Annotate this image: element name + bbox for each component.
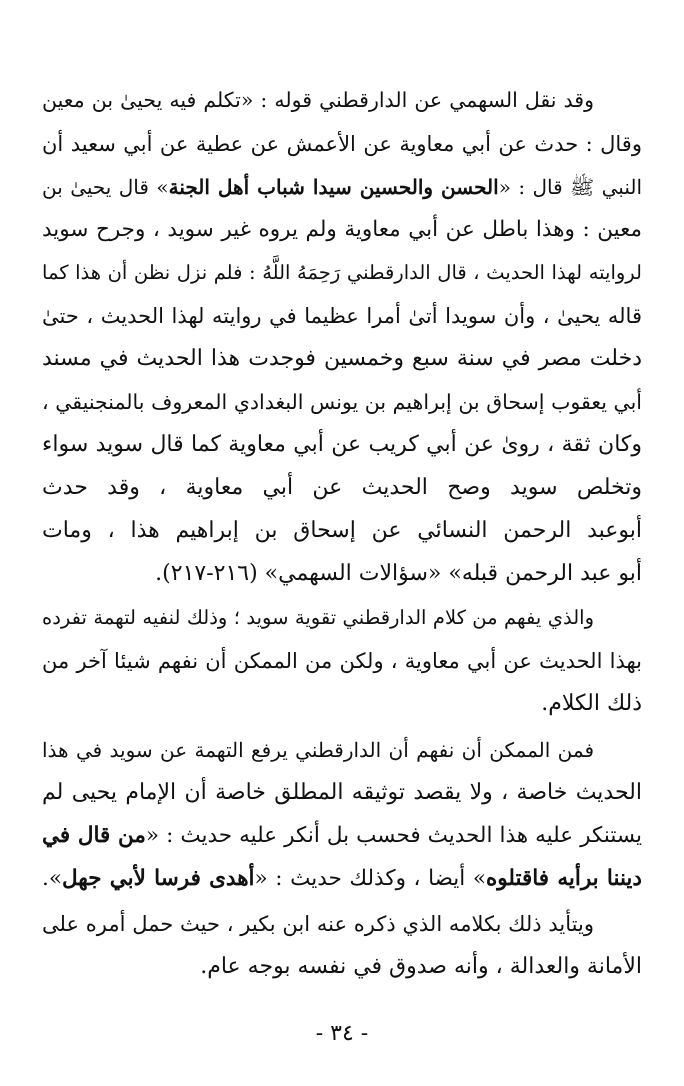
text-line bbox=[42, 598, 594, 638]
text-segment: وقد نقل السهمي عن الدارقطني قوله : «تكلم فيه يحيىٰ بن معين bbox=[42, 88, 594, 112]
text-line bbox=[42, 554, 642, 594]
text-segment: وكان ثقة ، روىٰ عن أبي كريب عن أبي معاوية كما قال سويد سواء bbox=[42, 432, 642, 457]
text-line bbox=[42, 468, 642, 508]
text-line bbox=[42, 80, 594, 120]
text-line bbox=[42, 253, 642, 293]
text-segment: وقال : حدث عن أبي معاوية عن الأعمش عن عطية عن أبي سعيد أن bbox=[42, 132, 642, 156]
text-segment: الحديث خاصة ، ولا يقصد توثيقه المطلق خاصة أن الإمام يحيى لم bbox=[42, 780, 642, 805]
text-segment: النبي ﷺ قال : « bbox=[498, 175, 643, 199]
page-number: - ٣٤ - bbox=[315, 1021, 369, 1046]
text-segment: والذي يفهم من كلام الدارقطني تقوية سويد ؛ وذلك لنفيه لتهمة تفرده bbox=[42, 606, 594, 629]
text-segment: فمن الممكن أن نفهم أن الدارقطني يرفع التهمة عن سويد في هذا bbox=[42, 738, 594, 762]
text-segment: أبوعبد الرحمن النسائي عن إسحاق بن إبراهيم هذا ، ومات bbox=[42, 518, 642, 543]
text-line bbox=[42, 382, 642, 422]
text-line bbox=[42, 167, 642, 207]
text-segment: » أيضا ، وكذلك حديث : « bbox=[254, 866, 486, 891]
bold-quote-text: الحسن والحسين سيدا شباب أهل الجنة bbox=[168, 175, 499, 199]
text-line bbox=[42, 511, 642, 551]
text-segment: ويتأيد ذلك بكلامه الذي ذكره عنه ابن بكير ، حيث حمل أمره على bbox=[42, 912, 594, 936]
text-segment: أبو عبد الرحمن قبله» «سؤالات السهمي» (٢١٦-٢١٧). bbox=[155, 561, 642, 586]
text-line bbox=[42, 124, 642, 164]
text-line bbox=[42, 773, 642, 813]
text-segment: لروايته لهذا الحديث ، قال الدارقطني رَحِمَهُ اللَّهُ : فلم نزل نظن أن هذا كما bbox=[42, 261, 642, 284]
text-line bbox=[42, 904, 594, 944]
text-line bbox=[42, 730, 594, 770]
text-line bbox=[42, 339, 642, 379]
text-line bbox=[42, 210, 642, 250]
text-segment: بهذا الحديث عن أبي معاوية ، ولكن من الممكن أن نفهم شيئا آخر من bbox=[42, 649, 642, 673]
text-line bbox=[42, 859, 642, 899]
text-line bbox=[42, 296, 642, 336]
text-segment: ». bbox=[42, 866, 62, 891]
text-segment: أبي يعقوب إسحاق بن إبراهيم بن يونس البغدادي المعروف بالمنجنيقي ، bbox=[42, 390, 642, 414]
text-line bbox=[42, 425, 642, 465]
text-segment: قاله يحيىٰ ، وأن سويدا أتىٰ أمرا عظيما في روايته لهذا الحديث ، حتىٰ bbox=[42, 304, 642, 328]
text-line bbox=[42, 947, 642, 987]
text-line bbox=[42, 684, 642, 724]
bold-quote-text: أهدى فرسا لأبي جهل bbox=[62, 866, 255, 891]
text-segment: وتخلص سويد وصح الحديث عن أبي معاوية ، وقد حدث bbox=[42, 475, 642, 500]
text-segment: الأمانة والعدالة ، وأنه صدوق في نفسه بوجه عام. bbox=[200, 954, 642, 979]
text-line bbox=[42, 816, 642, 856]
bold-quote-text: من قال في bbox=[42, 823, 146, 848]
text-segment: » قال يحيىٰ بن bbox=[42, 175, 169, 199]
text-segment: معين : وهذا باطل عن أبي معاوية ولم يروه غير سويد ، وجرح سويد bbox=[42, 217, 642, 242]
text-segment: دخلت مصر في سنة سبع وخمسين فوجدت هذا الحديث في مسند bbox=[42, 346, 642, 371]
text-segment: يستنكر عليه هذا الحديث فحسب بل أنكر عليه حديث : « bbox=[145, 823, 642, 848]
text-line bbox=[42, 641, 642, 681]
bold-quote-text: ديننا برأيه فاقتلوه bbox=[486, 866, 642, 891]
text-segment: ذلك الكلام. bbox=[541, 691, 642, 716]
